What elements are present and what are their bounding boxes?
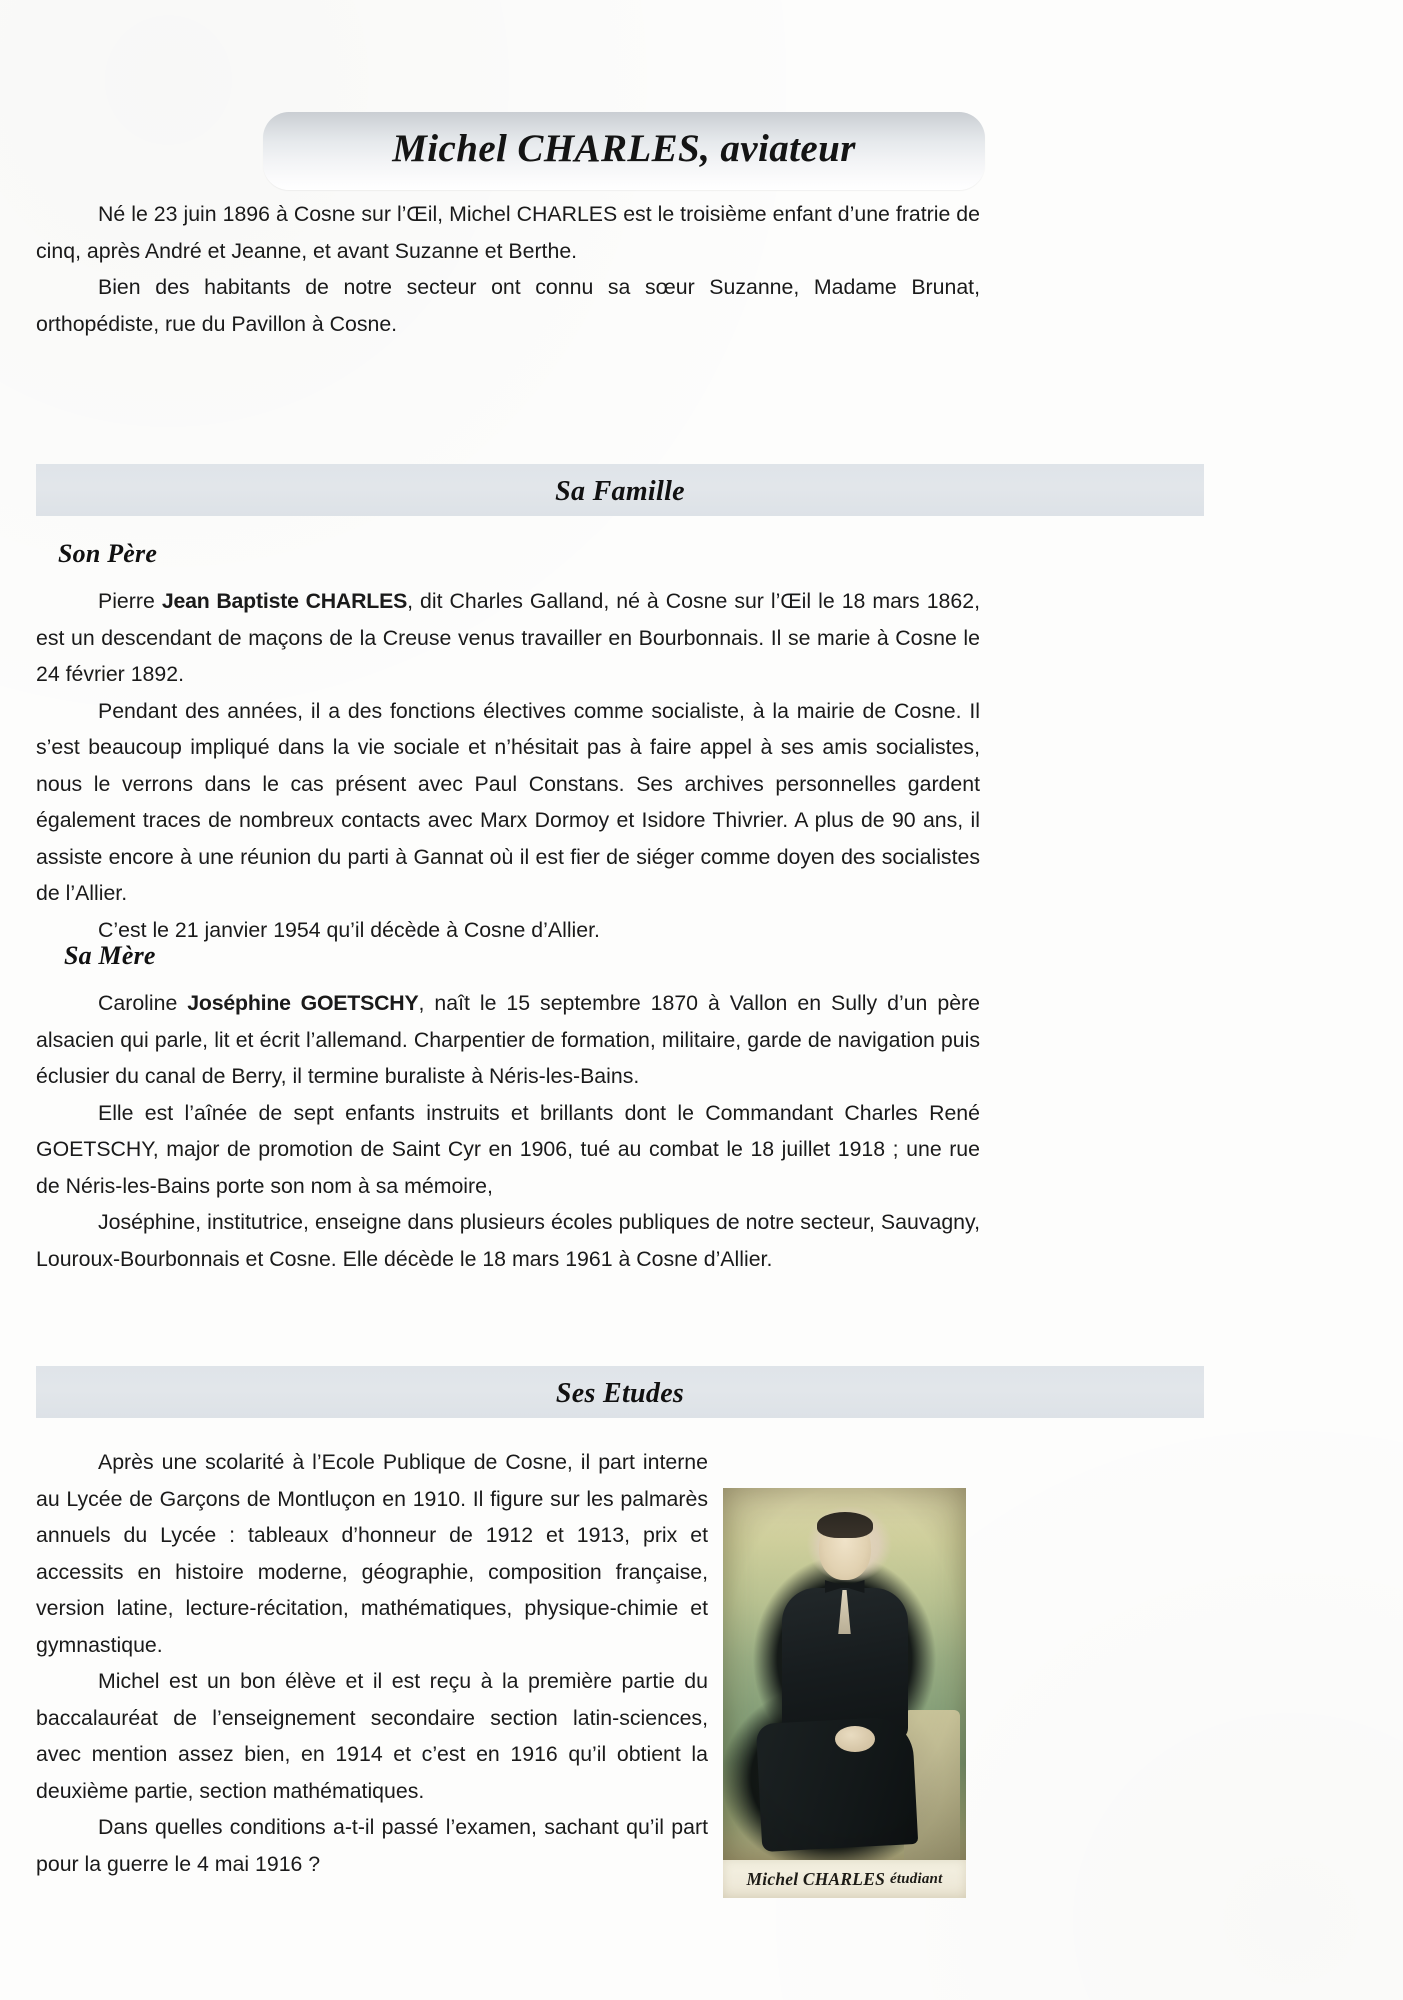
subheading-son-pere: Son Père	[58, 539, 158, 568]
sa-mere-lead-bold: Joséphine GOETSCHY	[187, 991, 419, 1015]
son-pere-block	[36, 583, 980, 948]
son-pere-paragraph-2: Pendant des années, il a des fonctions électives comme socialiste, à la mairie de Cosne. Il s’est beaucoup impliqué dans la vie sociale et n’hésitait pas à faire appel à ses amis socialistes, nous le verrons dans le cas présent avec Paul Constans. Ses archives personnelles gardent également traces de nombreux contacts avec Marx Dormoy et Isidore Thivrier. A plus de 90 ans, il assiste encore à une réunion du parti à Gannat où il est fier de siéger comme doyen des socialistes de l’Allier.	[36, 698, 980, 905]
intro-block	[36, 196, 980, 342]
ses-etudes-paragraph-2: Michel est un bon élève et il est reçu à la première partie du baccalauréat de l’enseignement secondaire section latin-sciences, avec mention assez bien, en 1914 et c’est en 1916 qu’il obtient la deuxième partie, section mathématiques.	[36, 1669, 708, 1803]
photo-caption-name: Michel CHARLES	[746, 1868, 885, 1889]
ses-etudes-paragraph-3: Dans quelles conditions a-t-il passé l’examen, sachant qu’il part pour la guerre le 4 mai 1916 ?	[36, 1815, 708, 1876]
son-pere-lead-bold: Jean Baptiste CHARLES	[161, 589, 408, 613]
son-pere-rest-1: , dit Charles Galland, né à Cosne sur l’Œil le 18 mars 1862, est un descendant de maçons de la Creuse venus travailler en Bourbonnais. Il se marie à Cosne le 24 février 1892.	[36, 589, 980, 686]
sa-mere-paragraph-2: Elle est l’aînée de sept enfants instruits et brillants dont le Commandant Charles René GOETSCHY, major de promotion de Saint Cyr en 1906, tué au combat le 18 juillet 1918 ; une rue de Néris-les-Bains porte son nom à sa mémoire,	[36, 1100, 980, 1198]
intro-paragraph-2: Bien des habitants de notre secteur ont connu sa sœur Suzanne, Madame Brunat, orthopédiste, rue du Pavillon à Cosne.	[36, 275, 980, 336]
subheading-sa-mere: Sa Mère	[64, 941, 156, 970]
son-pere-paragraph-1	[36, 583, 980, 693]
ses-etudes-block	[36, 1444, 708, 1882]
ses-etudes-paragraph-1: Après une scolarité à l’Ecole Publique de Cosne, il part interne au Lycée de Garçons de Montluçon en 1910. Il figure sur les palmarès annuels du Lycée : tableaux d’honneur de 1912 et 1913, prix et accessits en histoire moderne, géographie, composition française, version latine, lecture-récitation, mathématiques, physique-chimie et gymnastique.	[36, 1450, 708, 1657]
sa-mere-rest-1: , naît le 15 septembre 1870 à Vallon en Sully d’un père alsacien qui parle, lit et écrit l’allemand. Charpentier de formation, militaire, garde de navigation puis éclusier du canal de Berry, il termine buraliste à Néris-les-Bains.	[36, 991, 980, 1088]
photo-caption	[723, 1860, 966, 1898]
sa-mere-paragraph-3: Joséphine, institutrice, enseigne dans plusieurs écoles publiques de notre secteur, Sauvagny, Louroux-Bourbonnais et Cosne. Elle décède le 18 mars 1961 à Cosne d’Allier.	[36, 1210, 980, 1271]
intro-paragraph-1: Né le 23 juin 1896 à Cosne sur l’Œil, Michel CHARLES est le troisième enfant d’une fratrie de cinq, après André et Jeanne, et avant Suzanne et Berthe.	[36, 202, 980, 263]
section-title-etudes: Ses Etudes	[555, 1378, 685, 1409]
sa-mere-lead-plain: Caroline	[98, 991, 188, 1015]
son-pere-lead-plain: Pierre	[98, 589, 162, 613]
son-pere-paragraph-3: C’est le 21 janvier 1954 qu’il décède à Cosne d’Allier.	[98, 917, 600, 942]
sa-mere-paragraph-1	[36, 985, 980, 1095]
photo-vignette-overlay	[723, 1488, 966, 1860]
portrait-photo	[723, 1488, 966, 1860]
page-title: Michel CHARLES, aviateur	[392, 127, 856, 170]
section-title-famille: Sa Famille	[555, 476, 685, 507]
photo-caption-qualifier: étudiant	[890, 1870, 943, 1887]
sa-mere-block	[36, 985, 980, 1277]
